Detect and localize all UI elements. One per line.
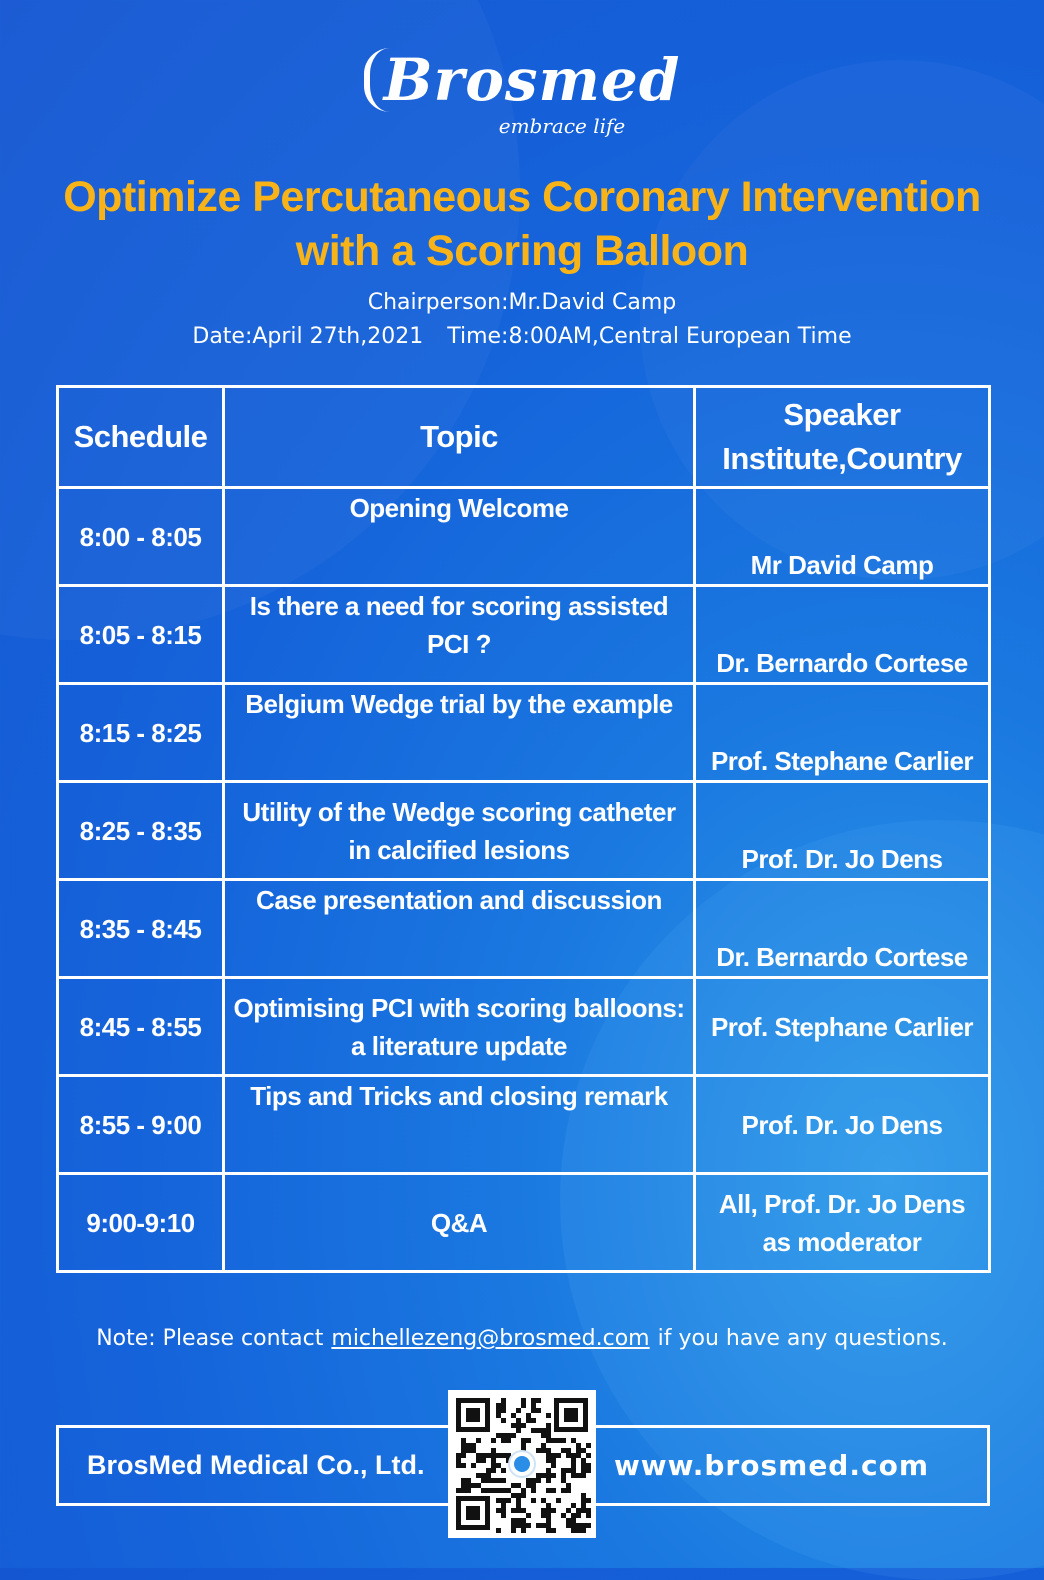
title-line-1: Optimize Percutaneous Coronary Intervention [63, 173, 981, 221]
row-time: 8:35 - 8:45 [58, 880, 224, 978]
table-row [58, 978, 990, 1076]
note-suffix: if you have any questions. [657, 1326, 948, 1351]
header-speaker-line-2: Institute,Country [722, 441, 962, 476]
table-row [58, 488, 990, 586]
header-speaker [695, 387, 990, 488]
row-topic-line-2: a literature update [351, 1030, 567, 1061]
chairperson: Chairperson:Mr.David Camp [367, 290, 677, 315]
note-prefix: Note: Please contact [96, 1326, 324, 1351]
qr-code-icon [448, 1390, 596, 1538]
row-time: 9:00-9:10 [58, 1174, 224, 1272]
row-speaker-line-2: as moderator [762, 1226, 922, 1257]
row-time: 8:05 - 8:15 [58, 586, 224, 684]
row-topic-line-2: in calcified lesions [348, 834, 570, 865]
row-topic: Opening Welcome [224, 488, 695, 586]
row-topic: Is there a need for scoring assisted PCI ? [224, 586, 695, 684]
row-speaker [695, 1174, 990, 1272]
row-topic: Case presentation and discussion [224, 880, 695, 978]
row-time: 8:45 - 8:55 [58, 978, 224, 1076]
row-topic [224, 782, 695, 880]
table-row [58, 1174, 990, 1272]
schedule-table [56, 385, 991, 1273]
brosmed-logo [0, 48, 1044, 138]
event-time: Time:8:00AM,Central European Time [447, 324, 852, 349]
logo-tagline: embrace life [498, 114, 626, 138]
table-row [58, 782, 990, 880]
row-speaker-line-1: All, Prof. Dr. Jo Dens [718, 1188, 966, 1219]
header-schedule: Schedule [58, 387, 224, 488]
table-row [58, 684, 990, 782]
table-row [58, 1076, 990, 1174]
company-name: BrosMed Medical Co., Ltd. [87, 1450, 425, 1480]
row-time: 8:15 - 8:25 [58, 684, 224, 782]
row-topic [224, 978, 695, 1076]
website-link[interactable]: www.brosmed.com [613, 1449, 929, 1482]
table-header-row [58, 387, 990, 488]
contact-note [0, 1323, 1044, 1355]
row-speaker: Prof. Dr. Jo Dens [695, 782, 990, 880]
title-line-2: with a Scoring Balloon [295, 227, 749, 275]
row-time: 8:25 - 8:35 [58, 782, 224, 880]
header-speaker-line-1: Speaker [783, 397, 901, 432]
header-topic [224, 387, 695, 488]
row-topic: Belgium Wedge trial by the example [224, 684, 695, 782]
row-topic: Tips and Tricks and closing remark [224, 1076, 695, 1174]
qr-code[interactable] [448, 1390, 596, 1538]
row-topic-line-1: Utility of the Wedge scoring catheter [242, 796, 676, 827]
table-row [58, 586, 990, 684]
event-date: Date:April 27th,2021 [192, 324, 424, 349]
row-time: 8:55 - 9:00 [58, 1076, 224, 1174]
row-topic: Q&A [224, 1174, 695, 1272]
page-title [0, 170, 1044, 278]
date-time-line [0, 320, 1044, 354]
row-speaker: Prof. Stephane Carlier [695, 684, 990, 782]
contact-email-link[interactable]: michellezeng@brosmed.com [331, 1326, 650, 1351]
table-row [58, 880, 990, 978]
header-topic-label: Topic [420, 419, 498, 454]
row-topic-line-1: Optimising PCI with scoring balloons: [233, 992, 685, 1023]
row-speaker: Mr David Camp [695, 488, 990, 586]
event-info [0, 286, 1044, 354]
row-time: 8:00 - 8:05 [58, 488, 224, 586]
row-speaker: Dr. Bernardo Cortese [695, 880, 990, 978]
row-speaker: Prof. Dr. Jo Dens [695, 1076, 990, 1174]
logo-wordmark: Brosmed [364, 48, 681, 112]
row-speaker: Dr. Bernardo Cortese [695, 586, 990, 684]
row-speaker: Prof. Stephane Carlier [695, 978, 990, 1076]
